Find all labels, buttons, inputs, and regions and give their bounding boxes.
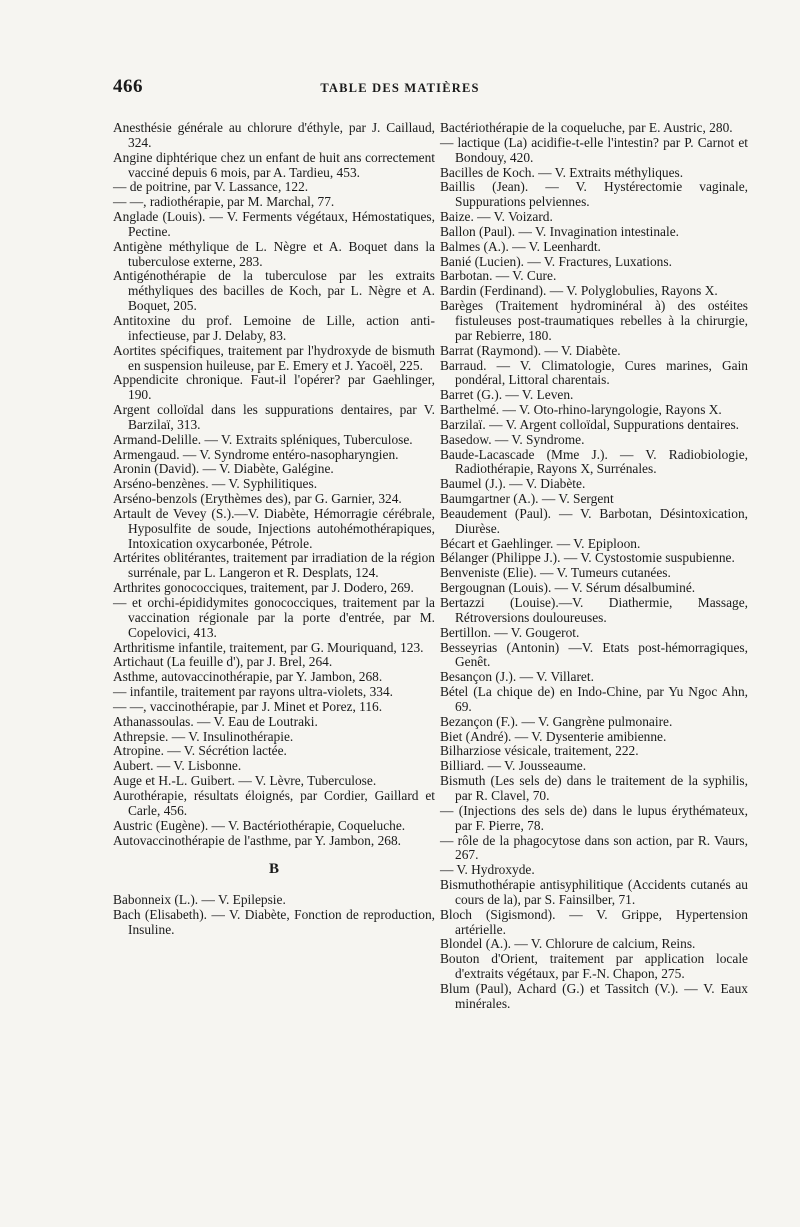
index-entry: Bach (Elisabeth). — V. Diabète, Fonction de reproduction, Insuline. [113,907,435,937]
index-entry: Beaudement (Paul). — V. Barbotan, Désintoxication, Diurèse. [440,505,748,536]
index-entry: Bélanger (Philippe J.). — V. Cystostomie suspubienne. [440,550,735,566]
index-entry: Arthritisme infantile, traitement, par G. Mouriquand, 123. [113,639,424,655]
index-entry: Artault de Vevey (S.).—V. Diabète, Hémorragie cérébrale, Hyposulfite de soude, Injections autohémothérapiques, Intoxication oxycarbonée, Pétrole. [113,505,435,551]
index-entry: Bismuthothérapie antisyphilitique (Accidents cutanés au cours de la), par S. Fainsilber, 71. [440,877,748,907]
index-entry: Asthme, autovaccinothérapie, par Y. Jambon, 268. [113,669,383,685]
index-entry: Antigène méthylique de L. Nègre et A. Boquet dans la tuberculose externe, 283. [113,238,435,269]
index-entry: Athrepsie. — V. Insulinothérapie. [113,728,294,744]
index-entry: Benveniste (Elie). — V. Tumeurs cutanées. [440,565,671,581]
index-entry: Bardin (Ferdinand). — V. Polyglobulies, Rayons X. [440,283,718,299]
index-entry: Arséno-benzols (Erythèmes des), par G. Garnier, 324. [113,491,402,507]
index-entry: Aronin (David). — V. Diabète, Galégine. [113,461,334,477]
left-column [113,121,435,938]
index-entry: Atropine. — V. Sécrétion lactée. [113,743,287,759]
index-entry: Antitoxine du prof. Lemoine de Lille, action anti-infectieuse, par J. Delaby, 83. [113,312,435,343]
index-entry: Bismuth (Les sels de) dans le traitement de la syphilis, par R. Clavel, 70. [440,773,748,803]
entries-b-list [113,893,435,938]
index-entry: Barrat (Raymond). — V. Diabète. [440,342,621,358]
index-entry: Baize. — V. Voizard. [440,209,553,225]
index-entry: — lactique (La) acidifie-t-elle l'intestin? par P. Carnot et Bondouy, 420. [440,134,748,165]
index-entry: Arséno-benzènes. — V. Syphilitiques. [113,476,318,492]
index-entry: Antigénothérapie de la tuberculose par les extraits méthyliques des bacilles de Koch, par L. Nègre et A. Boquet, 205. [113,268,435,314]
index-entry: Besançon (J.). — V. Villaret. [440,669,594,685]
index-entry: Bertazzi (Louise).—V. Diathermie, Massage, Rétroversions douloureuses. [440,595,748,625]
index-entry: Aortites spécifiques, traitement par l'hydroxyde de bismuth en suspension huileuse, par E. Emery et J. Yacoël, 225. [113,342,435,373]
index-entry: Baumel (J.). — V. Diabète. [440,476,586,492]
index-entry: Barthelmé. — V. Oto-rhino-laryngologie, Rayons X. [440,402,722,418]
index-entry: Anesthésie générale au chlorure d'éthyle, par J. Caillaud, 324. [113,120,435,150]
entries-a-list [113,121,435,848]
page-number: 466 [113,76,143,97]
index-entry: — V. Hydroxyde. [440,862,535,878]
index-entry: Bloch (Sigismond). — V. Grippe, Hypertension artérielle. [440,906,748,937]
index-entry: Bertillon. — V. Gougerot. [440,624,580,640]
index-entry: Blum (Paul), Achard (G.) et Tassitch (V.). — V. Eaux minérales. [440,980,748,1011]
index-entry: — infantile, traitement par rayons ultra-violets, 334. [113,684,394,700]
index-entry: Arthrites gonococciques, traitement, par J. Dodero, 269. [113,580,414,596]
index-entry: Bétel (La chique de) en Indo-Chine, par Yu Ngoc Ahn, 69. [440,684,748,714]
index-entry: Anglade (Louis). — V. Ferments végétaux, Hémostatiques, Pectine. [113,209,435,239]
index-entry: Baumgartner (A.). — V. Sergent [440,491,614,507]
index-entry: Basedow. — V. Syndrome. [440,431,585,447]
index-entry: Bouton d'Orient, traitement par application locale d'extraits végétaux, par F.-N. Chapon, 275. [440,951,748,982]
index-entry: — et orchi-épididymites gonococciques, traitement par la vaccination régionale par la porte d'entrée, par M. Copelovici, 413. [113,595,435,640]
index-entry: Auge et H.-L. Guibert. — V. Lèvre, Tuberculose. [113,773,377,789]
index-entry: Barret (G.). — V. Leven. [440,387,574,403]
index-entry: Bécart et Gaehlinger. — V. Epiploon. [440,535,641,551]
index-entry: Armengaud. — V. Syndrome entéro-nasopharyngien. [113,446,399,462]
index-entry: Artérites oblitérantes, traitement par irradiation de la région surrénale, par L. Langeron et R. Desplats, 124. [113,550,435,581]
index-entry: Aubert. — V. Lisbonne. [113,758,242,774]
right-column [440,121,748,1012]
index-entry: Bactériothérapie de la coqueluche, par E. Austric, 280. [440,120,733,135]
index-entry: Bilharziose vésicale, traitement, 222. [440,743,639,759]
index-entry: Bacilles de Koch. — V. Extraits méthyliques. [440,164,684,180]
index-entry: Balmes (A.). — V. Leenhardt. [440,238,601,254]
index-entry: Blondel (A.). — V. Chlorure de calcium, Reins. [440,936,696,952]
index-entry: Athanassoulas. — V. Eau de Loutraki. [113,713,318,729]
index-entry: Ballon (Paul). — V. Invagination intestinale. [440,223,680,239]
index-entry: Angine diphtérique chez un enfant de huit ans correctement vacciné depuis 6 mois, par A. Tardieu, 453. [113,149,435,180]
index-entry: Austric (Eugène). — V. Bactériothérapie, Coqueluche. [113,817,406,833]
index-entry: Appendicite chronique. Faut-il l'opérer? par Gaehlinger, 190. [113,372,435,403]
index-entry: Babonneix (L.). — V. Epilepsie. [113,892,286,908]
index-entry: Banié (Lucien). — V. Fractures, Luxations. [440,253,672,269]
index-entry: Barzilaï. — V. Argent colloïdal, Suppurations dentaires. [440,416,740,432]
running-header: TABLE DES MATIÈRES [320,81,480,95]
index-entry: Autovaccinothérapie de l'asthme, par Y. Jambon, 268. [113,832,402,848]
index-entry: Bergougnan (Louis). — V. Sérum désalbuminé. [440,580,696,596]
index-entry: — —, vaccinothérapie, par J. Minet et Porez, 116. [113,698,383,714]
index-entry: Barèges (Traitement hydrominéral à) des ostéites fistuleuses post-traumatiques rebelles à la chirurgie, par Rebierre, 180. [440,298,748,343]
index-entry: Biet (André). — V. Dysenterie amibienne. [440,728,667,744]
index-entry: Armand-Delille. — V. Extraits spléniques, Tuberculose. [113,431,413,447]
index-entry: Aurothérapie, résultats éloignés, par Cordier, Gaillard et Carle, 456. [113,787,435,818]
index-entry: Argent colloïdal dans les suppurations dentaires, par V. Barzilaï, 313. [113,402,435,432]
index-entry: — de poitrine, par V. Lassance, 122. [113,179,309,195]
index-entry: — —, radiothérapie, par M. Marchal, 77. [113,194,335,210]
index-entry: Besseyrias (Antonin) —V. Etats post-hémorragiques, Genêt. [440,639,748,670]
index-entry: — rôle de la phagocytose dans son action, par R. Vaurs, 267. [440,832,748,863]
index-entry: Baude-Lacascade (Mme J.). — V. Radiobiologie, Radiothérapie, Rayons X, Surrénales. [440,446,748,477]
index-entry: Bezançon (F.). — V. Gangrène pulmonaire. [440,713,673,729]
section-letter-b: B [268,861,279,878]
index-entry: — (Injections des sels de) dans le lupus érythémateux, par F. Pierre, 78. [440,802,748,833]
index-entry: Barraud. — V. Climatologie, Cures marines, Gain pondéral, Littoral charentais. [440,357,748,388]
index-entry: Billiard. — V. Jousseaume. [440,758,587,774]
index-entry: Baillis (Jean). — V. Hystérectomie vaginale, Suppurations pelviennes. [440,179,748,210]
index-entry: Barbotan. — V. Cure. [440,268,557,284]
index-entry: Artichaut (La feuille d'), par J. Brel, 264. [113,654,333,670]
